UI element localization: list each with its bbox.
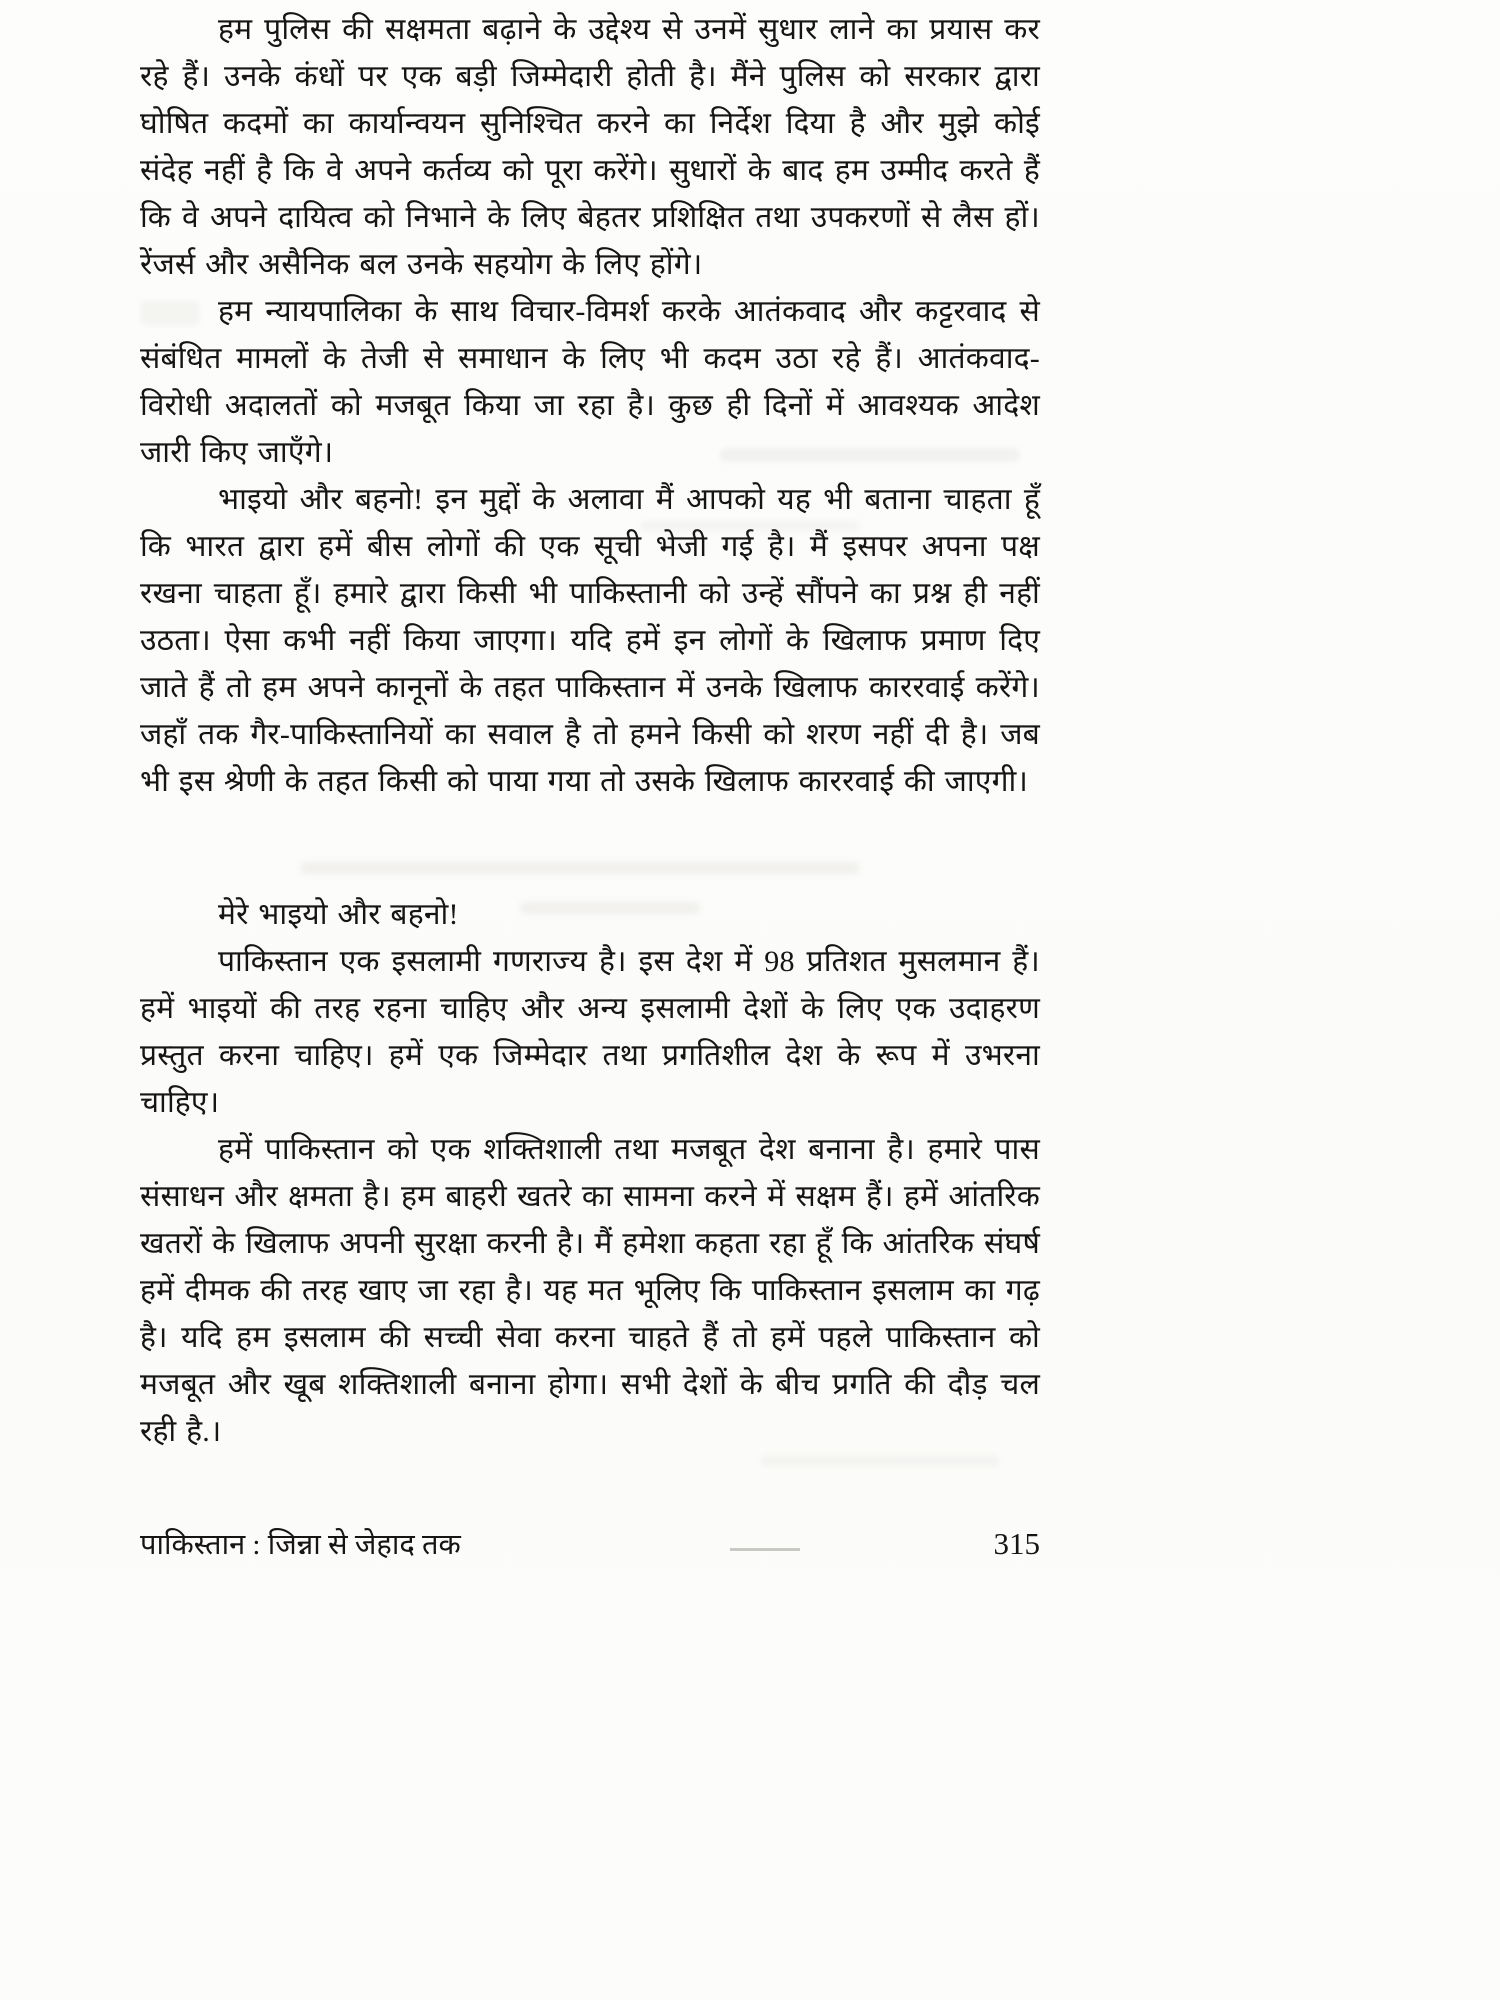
paragraph-list-of-twenty: भाइयो और बहनो! इन मुद्दों के अलावा मैं आपको यह भी बताना चाहता हूँ कि भारत द्वारा हमें बीस लोगों की एक सूची भेजी गई है। मैं इसपर अपना पक्ष रखना चाहता हूँ। हमारे द्वारा किसी भी पाकिस्तानी को उन्हें सौंपने का प्रश्न ही नहीं उठता। ऐसा कभी नहीं किया जाएगा। यदि हमें इन लोगों के खिलाफ प्रमाण दिए जाते हैं तो हम अपने कानूनों के तहत पाकिस्तान में उनके खिलाफ काररवाई करेंगे। जहाँ तक गैर-पाकिस्तानियों का सवाल है तो हमने किसी को शरण नहीं दी है। जब भी इस श्रेणी के तहत किसी को पाया गया तो उसके खिलाफ काररवाई की जाएगी। bbox=[140, 483, 1040, 798]
paragraph-judiciary: हम न्यायपालिका के साथ विचार-विमर्श करके आतंकवाद और कट्टरवाद से संबंधित मामलों के तेजी से समाधान के लिए भी कदम उठा रहे हैं। आतंकवाद-विरोधी अदालतों को मजबूत किया जा रहा है। कुछ ही दिनों में आवश्यक आदेश जारी किए जाएँगे। bbox=[140, 295, 1040, 469]
section-heading: मेरे भाइयो और बहनो! bbox=[218, 898, 459, 931]
footer-page-number: 315 bbox=[993, 1526, 1040, 1561]
paragraph-islamic-republic: पाकिस्तान एक इसलामी गणराज्य है। इस देश में 98 प्रतिशत मुसलमान हैं। हमें भाइयों की तरह रहना चाहिए और अन्य इसलामी देशों के लिए एक उदाहरण प्रस्तुत करना चाहिए। हमें एक जिम्मेदार तथा प्रगतिशील देश के रूप में उभरना चाहिए। bbox=[140, 945, 1040, 1119]
paragraph-strong-pakistan: हमें पाकिस्तान को एक शक्तिशाली तथा मजबूत देश बनाना है। हमारे पास संसाधन और क्षमता है। हम बाहरी खतरे का सामना करने में सक्षम हैं। हमें आंतरिक खतरों के खिलाफ अपनी सुरक्षा करनी है। मैं हमेशा कहता रहा हूँ कि आंतरिक संघर्ष हमें दीमक की तरह खाए जा रहा है। यह मत भूलिए कि पाकिस्तान इसलाम का गढ़ है। यदि हम इसलाम की सच्ची सेवा करना चाहते हैं तो हमें पहले पाकिस्तान को मजबूत और खूब शक्तिशाली बनाना होगा। सभी देशों के बीच प्रगति की दौड़ चल रही है.। bbox=[140, 1133, 1040, 1448]
footer-book-title: पाकिस्तान : जिन्ना से जेहाद तक bbox=[140, 1529, 461, 1561]
page-footer bbox=[140, 1524, 1040, 1563]
bleed-through-artifact bbox=[760, 1455, 1000, 1467]
paragraph-police-reform: हम पुलिस की सक्षमता बढ़ाने के उद्देश्य से उनमें सुधार लाने का प्रयास कर रहे हैं। उनके कंधों पर एक बड़ी जिम्मेदारी होती है। मैंने पुलिस को सरकार द्वारा घोषित कदमों का कार्यान्वयन सुनिश्चित करने का निर्देश दिया है और मुझे कोई संदेह नहीं है कि वे अपने कर्तव्य को पूरा करेंगे। सुधारों के बाद हम उम्मीद करते हैं कि वे अपने दायित्व को निभाने के लिए बेहतर प्रशिक्षित तथा उपकरणों से लैस हों। रेंजर्स और असैनिक बल उनके सहयोग के लिए होंगे। bbox=[140, 13, 1040, 281]
scan-mark-artifact bbox=[730, 1548, 800, 1551]
text-column bbox=[140, 6, 1040, 1455]
